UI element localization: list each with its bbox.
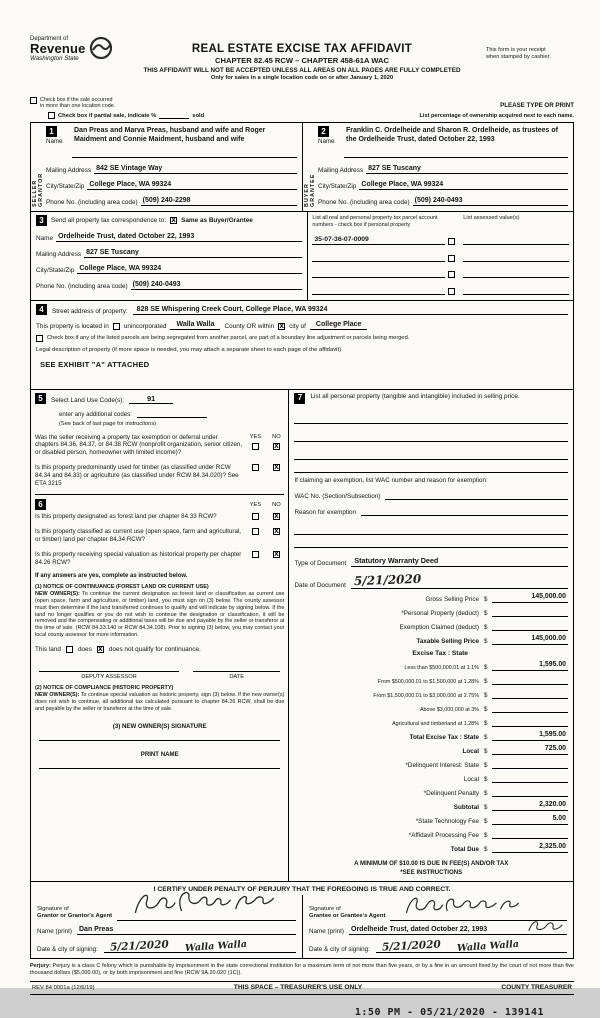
buyer-vertical-label: BUYER xyxy=(303,183,310,207)
grantor-vertical-label: GRANTOR xyxy=(37,172,44,207)
date-of-document-handwritten: 5/21/2020 xyxy=(353,571,422,588)
section-6-number: 6 xyxy=(35,499,46,510)
see-back-note: (See back of last page for instructions) xyxy=(59,420,157,427)
historic-property-yes-checkbox[interactable] xyxy=(252,551,259,558)
correspondence-address-label: Mailing Address xyxy=(36,251,82,258)
subtotal-label: Subtotal xyxy=(453,803,479,811)
dor-logo-icon xyxy=(89,36,113,65)
buyer-address-value: 827 SE Tuscany xyxy=(366,165,568,174)
grantor-date-city-field[interactable] xyxy=(104,937,296,954)
grantee-name-print-value xyxy=(349,926,567,935)
total-due-value: 2,325.00 xyxy=(492,843,568,853)
correspondence-name-label: Name xyxy=(36,235,54,242)
correspondence-parcels-row xyxy=(31,211,573,300)
segregated-label: Check box if any of the listed parcels are being segregated from another parcel, are part of a boundary line adjustment or parcels being merged. xyxy=(47,334,410,341)
section-7-number: 7 xyxy=(294,393,305,404)
parcel-list-header: List all real and personal property tax parcel account numbers - check box if personal property xyxy=(312,215,438,228)
personal-property-field[interactable] xyxy=(294,412,568,424)
seller-vertical-strip xyxy=(31,123,44,211)
parcel-row xyxy=(312,236,455,245)
correspondence-address-value: 827 SE Tuscany xyxy=(84,249,302,258)
grantee-date-city-field[interactable] xyxy=(376,937,567,954)
grantor-certification xyxy=(31,895,302,958)
date-of-document-label: Date of Document xyxy=(294,581,346,589)
buyer-phone-label: Phone No. (including area code) xyxy=(318,199,410,206)
dollar-sign: $ xyxy=(483,691,488,699)
rate-tier2-field[interactable] xyxy=(492,675,568,685)
dollar-sign: $ xyxy=(483,831,488,839)
perjury-label: Perjury: xyxy=(30,962,51,969)
exemption-claimed-label: Exemption Claimed (deduct) xyxy=(399,623,479,631)
date-of-document-field[interactable] xyxy=(351,573,568,589)
document-divider xyxy=(294,547,568,876)
dollar-sign: $ xyxy=(483,623,488,631)
grantee-date-handwritten: 5/21/2020 xyxy=(381,937,441,954)
historic-property-no-checkbox[interactable]: X xyxy=(274,550,279,558)
taxable-selling-price-label: Taxable Selling Price xyxy=(416,637,479,645)
personal-property-field[interactable] xyxy=(294,448,568,460)
landuse-designation-column xyxy=(31,390,288,881)
county-or-within-label: County OR within xyxy=(224,322,275,330)
yes-column-label: YES xyxy=(249,501,262,508)
seller-csz-value: College Place, WA 99324 xyxy=(87,181,297,190)
exemption-claim-label: If claiming an exemption, list WAC number and reason for exemption: xyxy=(294,476,488,484)
type-of-document-label: Type of Document xyxy=(294,559,347,567)
rate-tier4-field[interactable] xyxy=(492,703,568,713)
multi-location-label-line2: in more than one location code. xyxy=(40,103,116,109)
receipt-note-line1: This form is your receipt xyxy=(486,47,546,53)
dollar-sign: $ xyxy=(483,663,488,671)
form-header xyxy=(30,34,574,94)
unincorporated-checkbox[interactable] xyxy=(113,323,120,330)
property-row xyxy=(31,300,573,389)
correspondence-name-value: Ordelheide Trust, dated October 22, 1993 xyxy=(56,233,302,242)
dollar-sign: $ xyxy=(483,803,488,811)
exemption-reason-label: Reason for exemption xyxy=(294,508,357,516)
grantor-signature-label-line1: Signature of xyxy=(37,905,69,912)
street-address-value: 828 SE Whispering Creek Court, College Place, WA 99324 xyxy=(133,306,568,315)
certification-row xyxy=(31,881,573,958)
dollar-sign: $ xyxy=(483,677,488,685)
excise-tax-state-header: Excise Tax : State xyxy=(412,649,468,657)
does-qualify-checkbox[interactable] xyxy=(66,646,73,653)
partial-sale-percent-field[interactable] xyxy=(159,112,189,119)
seller-address-label: Mailing Address xyxy=(46,167,92,174)
forest-land-question: Is this property designated as forest land per chapter 84.33 RCW? xyxy=(35,513,217,521)
dollar-sign: $ xyxy=(483,705,488,713)
personal-property-deduct-field[interactable] xyxy=(492,607,568,617)
this-land-label: This land xyxy=(35,646,61,654)
grantee-signature-label-line1: Signature of xyxy=(309,905,341,912)
gross-selling-price-label: Gross Selling Price xyxy=(425,595,479,603)
grantee-signature-label xyxy=(309,906,385,921)
print-name-label: PRINT NAME xyxy=(140,750,179,758)
seller-name-label: Name xyxy=(46,138,63,145)
deputy-assessor-signature-line[interactable] xyxy=(39,671,179,672)
partial-sale-sold-label: sold xyxy=(192,113,205,119)
grantee-name-print-label: Name (print) xyxy=(309,927,344,935)
additional-codes-label: enter any additional codes: xyxy=(59,410,132,418)
segregated-checkbox[interactable] xyxy=(36,335,43,342)
total-excise-local-label: Local xyxy=(462,747,479,755)
deputy-assessor-label: DEPUTY ASSESSOR xyxy=(81,674,137,681)
does-label: does xyxy=(77,646,92,654)
new-owner-signature-label: (3) NEW OWNER(S) SIGNATURE xyxy=(112,722,207,730)
forest-land-yes-checkbox[interactable] xyxy=(252,513,259,520)
delinquent-penalty-label: *Delinquent Penalty xyxy=(423,789,479,797)
notice-of-compliance xyxy=(35,685,284,713)
dept-of-label: Department of xyxy=(30,36,69,42)
dor-logo-text xyxy=(30,36,86,62)
section-4-number: 4 xyxy=(36,304,47,315)
grantor-city-handwritten: Walla Walla xyxy=(184,938,248,954)
seller-address-value: 842 SE Vintage Way xyxy=(94,165,297,174)
delinquent-interest-state-field[interactable] xyxy=(492,759,568,769)
buyer-name-value: Franklin C. Ordelheide and Sharon R. Ordelheide, as trustees of the Ordelheide Trust, dated October 22, 1993 xyxy=(344,126,568,158)
total-excise-state-value: 1,595.00 xyxy=(492,731,568,741)
grantor-name-print-label: Name (print) xyxy=(37,927,72,935)
correspondence-csz-label: City/State/Zip xyxy=(36,267,75,274)
please-type-or-print-note: PLEASE TYPE OR PRINT xyxy=(500,102,574,109)
section-1-number: 1 xyxy=(46,126,57,137)
located-in-label: This property is located in xyxy=(36,322,109,330)
delinquent-interest-local-label: Local xyxy=(463,775,479,783)
parcel-numbers-section xyxy=(307,212,573,300)
property-section xyxy=(31,301,573,389)
buyer-phone-value: (509) 240-0493 xyxy=(413,197,568,206)
exemption-reason-extra-field[interactable] xyxy=(294,523,568,535)
wac-number-label: WAC No. (Section/Subsection) xyxy=(294,492,381,500)
gross-selling-price-value: 145,000.00 xyxy=(492,593,568,603)
landuse-tax-row xyxy=(31,389,573,881)
personal-property-deduct-label: *Personal Property (deduct) xyxy=(401,609,479,617)
no-column-label: NO xyxy=(272,433,281,440)
seller-buyer-row xyxy=(31,123,573,211)
legal-description-label: Legal description of property (if more space is needed, you may attach a separate sheet to each page of the affidavit) xyxy=(36,346,342,353)
buyer-vertical-strip xyxy=(303,123,316,211)
state-technology-fee-label: *State Technology Fee xyxy=(415,817,479,825)
does-not-qualify-label: does not qualify for continuance. xyxy=(108,646,201,654)
send-correspondence-label: Send all property tax correspondence to: xyxy=(51,217,167,224)
notice-of-continuance xyxy=(35,584,284,639)
seller-vertical-label: SELLER xyxy=(31,179,38,207)
personal-property-header: List all personal property (tangible and intangible) included in selling price. xyxy=(310,392,520,400)
county-value: Walla Walla xyxy=(170,321,220,330)
partial-sale-checkbox[interactable] xyxy=(48,112,55,119)
parcel-personal-property-checkbox[interactable] xyxy=(448,288,455,295)
personal-property-field[interactable] xyxy=(294,430,568,442)
grantor-date-handwritten: 5/21/2020 xyxy=(109,937,169,954)
dollar-sign: $ xyxy=(483,789,488,797)
exemption-deferral-question: Was the seller receiving a property tax exemption or deferral under chapters 84.36, 84.37, or 84.38 RCW (nonprofit organization, senior citizen, or disabled person, homeowner with limited income)? xyxy=(35,433,243,457)
grantee-date-city-label: Date & city of signing: xyxy=(309,945,370,953)
buyer-address-label: Mailing Address xyxy=(318,167,364,174)
affidavit-processing-fee-label: *Affidavit Processing Fee xyxy=(408,831,479,839)
notice2-body: To continue special valuation as historic property, sign (3) below. If the new owner(s) does not wish to continue, all additional tax calculated pursuant to chapter 84.26 RCW, shall be due and payable by the seller or transferor at the time of sale. xyxy=(35,692,285,712)
seller-phone-label: Phone No. (including area code) xyxy=(46,199,138,206)
delinquent-interest-local-field[interactable] xyxy=(492,773,568,783)
assessed-values-header: List assessed value(s) xyxy=(463,215,520,221)
grantee-city-handwritten: Walla Walla xyxy=(456,938,520,954)
seller-section xyxy=(31,123,302,211)
section-6-divider xyxy=(35,494,284,769)
parcel-row xyxy=(312,286,455,295)
additional-codes-field[interactable] xyxy=(137,411,207,418)
certification-section xyxy=(31,882,573,958)
total-due-label: Total Due xyxy=(450,845,479,853)
assessed-value-field[interactable] xyxy=(463,269,569,278)
dollar-sign: $ xyxy=(483,761,488,769)
assessed-value-field[interactable] xyxy=(463,236,569,245)
dor-logo xyxy=(30,36,113,65)
rate-tier4-label: Above $3,000,000 at 3% xyxy=(419,706,479,713)
city-of-label: city of xyxy=(289,322,306,330)
does-not-qualify-checkbox[interactable]: X xyxy=(97,646,103,654)
street-address-label: Street address of property: xyxy=(52,307,128,315)
form-warning: THIS AFFIDAVIT WILL NOT BE ACCEPTED UNLESS ALL AREAS ON ALL PAGES ARE FULLY COMPLETED xyxy=(143,67,461,74)
section-3-number: 3 xyxy=(36,215,47,226)
footer-row xyxy=(30,981,574,995)
timber-agriculture-question: Is this property predominantly used for timber (as classified under RCW 84.34 and 84.33) or agriculture (as classified under RCW 84.34.020)? See ETA 3215 xyxy=(35,464,239,488)
correspondence-phone-value: (509) 240-0493 xyxy=(131,281,303,290)
type-of-document-value: Statutory Warranty Deed xyxy=(351,556,568,567)
taxable-selling-price-value: 145,000.00 xyxy=(492,635,568,645)
notice2-lead: NEW OWNER(S): xyxy=(35,692,80,699)
notice1-body: To continue the current designation as forest land or classification as current use (open space, farm and agriculture, or timber) land, you must sign on (3) below. The county assessor must then determine if the land transferred continues to qualify and will indicate by signing below. If the land no longer qualifies or you do not wish to continue the designation or classification, it will be removed and the compensating or additional taxes will be due and payable by the seller or transferor at the time of sale. (RCW 84.33.140 or RCW 84.34.108). Prior to signing (3) below, you may contact your local county assessor for more information. xyxy=(35,590,285,639)
treasurer-space-label: THIS SPACE – TREASURER'S USE ONLY xyxy=(233,984,363,992)
assessed-value-field[interactable] xyxy=(463,286,569,295)
wac-number-field[interactable] xyxy=(385,491,568,500)
form-chapter: CHAPTER 82.45 RCW – CHAPTER 458-61A WAC xyxy=(215,56,389,65)
rate-tier1-value: 1,595.00 xyxy=(492,661,568,671)
new-owner-signature-line[interactable] xyxy=(39,730,280,741)
section-5-number: 5 xyxy=(35,393,46,404)
parcel-row xyxy=(312,269,455,278)
parcel-number-field[interactable] xyxy=(312,286,445,295)
rate-tier2-label: From $500,000.01 to $1,500,000 at 1.28% xyxy=(377,678,479,685)
grantee-signature xyxy=(401,892,521,925)
form-body xyxy=(30,122,574,959)
dollar-sign: $ xyxy=(483,609,488,617)
same-as-buyer-label: Same as Buyer/Grantee xyxy=(181,217,253,224)
exemption-reason-field[interactable] xyxy=(361,507,568,516)
seller-phone-value: (509) 240-2298 xyxy=(141,197,297,206)
buyer-csz-label: City/State/Zip xyxy=(318,183,357,190)
historic-property-question: Is this property receiving special valuation as historical property per chapter 84.26 RCW? xyxy=(35,550,242,566)
assessed-value-field[interactable] xyxy=(463,253,569,262)
grantee-name-print-text: Ordelheide Trust, dated October 22, 1993 xyxy=(351,925,488,933)
parcel-number-field[interactable] xyxy=(312,253,445,262)
grantor-date-city-label: Date & city of signing: xyxy=(37,945,98,953)
assessor-date-line[interactable] xyxy=(193,671,280,672)
minimum-fee-note: A MINIMUM OF $10.00 IS DUE IN FEE(S) AND/OR TAX xyxy=(354,859,509,867)
exemption-divider xyxy=(294,472,568,541)
rate-tier1-label: Less than $500,000.01 at 1.1% xyxy=(404,664,479,671)
receipt-note xyxy=(486,47,574,62)
delinquent-penalty-field[interactable] xyxy=(492,787,568,797)
print-name-line[interactable] xyxy=(39,758,280,769)
total-excise-local-value: 725.00 xyxy=(492,745,568,755)
dollar-sign: $ xyxy=(483,637,488,645)
certify-statement: I CERTIFY UNDER PENALTY OF PERJURY THAT THE FOREGOING IS TRUE AND CORRECT. xyxy=(153,885,451,893)
see-instructions-note: *SEE INSTRUCTIONS xyxy=(400,868,463,876)
grantor-signature-line[interactable] xyxy=(117,901,296,921)
exemption-deferral-no-checkbox[interactable]: X xyxy=(274,442,279,450)
dollar-sign: $ xyxy=(483,775,488,783)
multi-location-checkbox[interactable] xyxy=(30,97,37,104)
grantee-signature-label-line2: Grantee or Grantee's Agent xyxy=(309,913,386,920)
seller-name-value: Dan Preas and Marva Preas, husband and wife and Roger Maidment and Connie Maidment, husband and wife xyxy=(72,126,297,158)
parcel-number-value: 35-07-36-07-0009 xyxy=(312,236,445,245)
grantor-signature-label-line2: Grantor or Grantor's Agent xyxy=(37,913,113,920)
yes-column-label: YES xyxy=(249,433,262,440)
parcel-row xyxy=(312,253,455,262)
washington-state-label: Washington State xyxy=(30,55,79,62)
tax-correspondence-section xyxy=(31,212,307,300)
rate-agricultural-label: Agricultural and timberland at 1.28% xyxy=(392,720,479,727)
if-yes-note: If any answers are yes, complete as instructed below. xyxy=(35,572,188,579)
form-title: REAL ESTATE EXCISE TAX AFFIDAVIT xyxy=(191,43,413,55)
correspondence-phone-label: Phone No. (including area code) xyxy=(36,283,128,290)
subtotal-value: 2,320.00 xyxy=(492,801,568,811)
current-use-yes-checkbox[interactable] xyxy=(252,528,259,535)
dollar-sign: $ xyxy=(483,719,488,727)
total-excise-state-label: Total Excise Tax : State xyxy=(409,733,479,741)
land-use-code-value[interactable]: 91 xyxy=(129,394,173,404)
receipt-note-line2: when stamped by cashier. xyxy=(486,54,551,61)
cashier-stamp: 1:50 PM - 05/21/2020 - 139141 xyxy=(354,1006,544,1018)
grantor-signature xyxy=(128,886,278,925)
preform-notes xyxy=(30,97,574,119)
parcel-personal-property-checkbox[interactable] xyxy=(448,255,455,262)
dollar-sign: $ xyxy=(483,817,488,825)
ownership-percentage-note: List percentage of ownership acquired next to each name. xyxy=(419,113,574,119)
form-effective-note: Only for sales in a single location code on or after January 1, 2020 xyxy=(210,75,394,81)
city-checkbox[interactable]: X xyxy=(279,322,285,330)
buyer-name-label: Name xyxy=(318,138,335,145)
form-revision-number: REV 84 0001a (12/6/19) xyxy=(32,984,95,991)
notice1-title: (1) NOTICE OF CONTINUANCE (FOREST LAND OR CURRENT USE) xyxy=(35,583,209,590)
no-column-label: NO xyxy=(272,501,281,508)
parcel-number-field[interactable] xyxy=(312,269,445,278)
title-block xyxy=(87,34,517,81)
county-treasurer-label: COUNTY TREASURER xyxy=(501,984,572,992)
parcel-personal-property-checkbox[interactable] xyxy=(448,271,455,278)
section-2-number: 2 xyxy=(318,126,329,137)
perjury-statement xyxy=(30,963,574,977)
tax-computation-column xyxy=(288,390,573,881)
exemption-claimed-field[interactable] xyxy=(492,621,568,631)
multi-location-label xyxy=(40,97,115,109)
dollar-sign: $ xyxy=(483,595,488,603)
buyer-csz-value: College Place, WA 99324 xyxy=(359,181,568,190)
notice2-title: (2) NOTICE OF COMPLIANCE (HISTORIC PROPERTY) xyxy=(35,685,174,692)
land-use-code-label: Select Land Use Code(s): xyxy=(51,396,125,404)
seller-csz-label: City/State/Zip xyxy=(46,183,85,190)
timber-agriculture-no-checkbox[interactable]: X xyxy=(274,464,279,472)
grantor-signature-label xyxy=(37,906,112,921)
perjury-text: Perjury is a class C felony which is punishable by imprisonment in the state correctional institution for a maximum term of not more than five years, or by a fine in an amount fixed by the court of not more than five thousand dollars ($5,000.00), or by both imprisonment and fine (RCW 9A.20.020 (1C)). xyxy=(30,962,574,976)
dollar-sign: $ xyxy=(483,733,488,741)
multi-location-label-line1: Check box if the sale occurred xyxy=(40,97,113,103)
grantee-vertical-label: GRANTEE xyxy=(309,173,316,207)
legal-description-value: SEE EXHIBIT "A" ATTACHED xyxy=(40,359,150,369)
notice1-lead: NEW OWNER(S): xyxy=(35,590,80,597)
buyer-section xyxy=(302,123,573,211)
partial-sale-label: Check box if partial sale, indicate % xyxy=(58,113,157,119)
rate-tier3-field[interactable] xyxy=(492,689,568,699)
grantor-name-print-value: Dan Preas xyxy=(77,926,296,935)
revenue-label: Revenue xyxy=(30,41,86,56)
exemption-deferral-yes-checkbox[interactable] xyxy=(252,443,259,450)
timber-agriculture-yes-checkbox[interactable] xyxy=(252,464,259,471)
rate-tier3-label: From $1,500,000.01 to $3,000,000 at 2.75% xyxy=(373,692,479,699)
current-use-question: Is this property classified as current use (open space, farm and agricultural, or timber) land per chapter 84.34 RCW? xyxy=(35,528,242,543)
grantee-extra-scribble xyxy=(525,918,565,936)
delinquent-interest-state-label: *Delinquent Interest: State xyxy=(405,761,479,769)
current-use-no-checkbox[interactable]: X xyxy=(274,528,279,536)
correspondence-csz-value: College Place, WA 99324 xyxy=(77,265,302,274)
city-value: College Place xyxy=(310,321,368,330)
rate-agricultural-field[interactable] xyxy=(492,717,568,727)
grantee-certification xyxy=(302,895,573,958)
parcel-personal-property-checkbox[interactable] xyxy=(448,238,455,245)
forest-land-no-checkbox[interactable]: X xyxy=(274,513,279,521)
dollar-sign: $ xyxy=(483,747,488,755)
unincorporated-label: unincorporated xyxy=(123,322,167,330)
assessor-date-label: DATE xyxy=(229,674,245,681)
same-as-buyer-checkbox[interactable]: X xyxy=(171,217,176,224)
affidavit-processing-fee-field[interactable] xyxy=(492,829,568,839)
state-technology-fee-value: 5.00 xyxy=(492,815,568,825)
dollar-sign: $ xyxy=(483,845,488,853)
